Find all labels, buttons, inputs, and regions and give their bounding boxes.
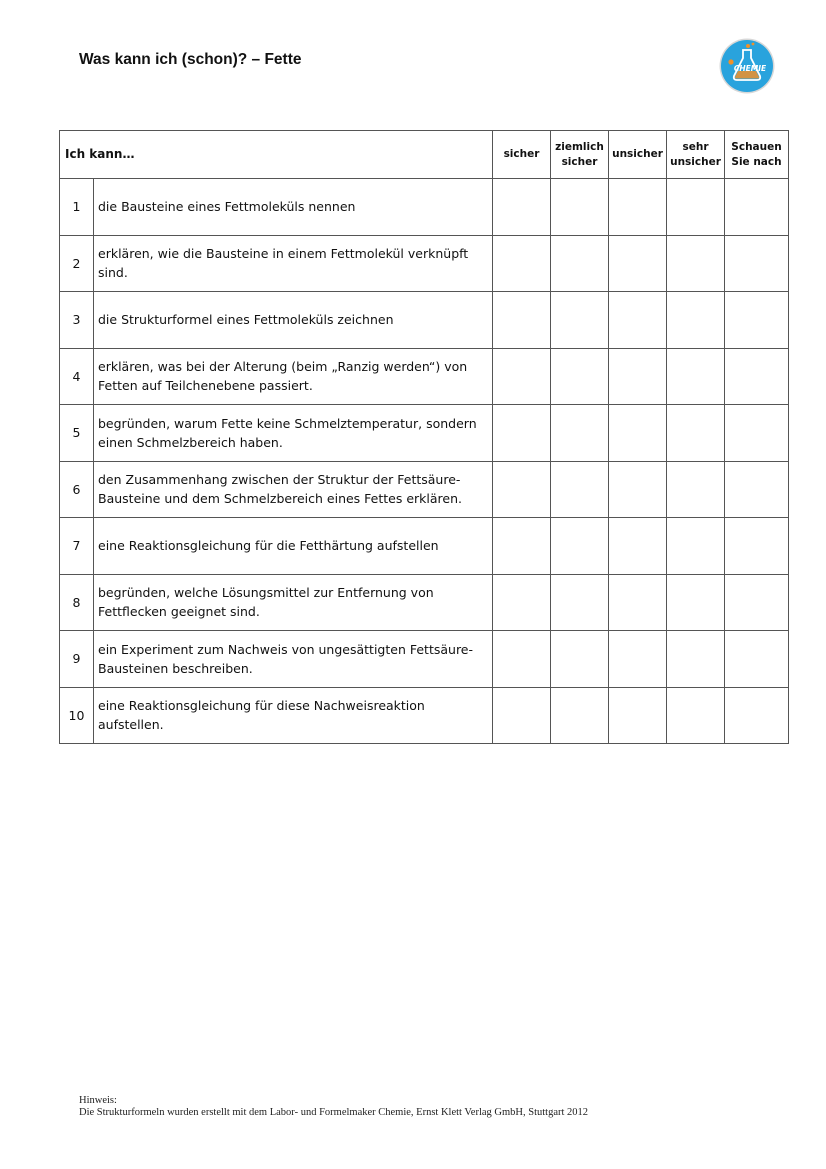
table-body: [60, 179, 789, 744]
rating-cell-ziemlich-sicher[interactable]: [551, 348, 609, 405]
row-statement: erklären, wie die Bausteine in einem Fettmolekül verknüpft sind.: [94, 235, 493, 292]
rating-cell-unsicher[interactable]: [609, 461, 667, 518]
column-header-unsicher: [609, 131, 667, 179]
column-header-line: unsicher: [612, 148, 663, 160]
rating-cell-schauen-sie-nach[interactable]: [725, 518, 789, 575]
table-row: [60, 405, 789, 462]
rating-cell-sehr-unsicher[interactable]: [667, 574, 725, 631]
table-row: [60, 348, 789, 405]
rating-cell-sehr-unsicher[interactable]: [667, 348, 725, 405]
footnote-label: Hinweis:: [79, 1095, 117, 1106]
rating-cell-ziemlich-sicher[interactable]: [551, 574, 609, 631]
rating-cell-sehr-unsicher[interactable]: [667, 235, 725, 292]
table-row: [60, 574, 789, 631]
rating-cell-ziemlich-sicher[interactable]: [551, 631, 609, 688]
table-row: [60, 292, 789, 349]
rating-cell-schauen-sie-nach[interactable]: [725, 631, 789, 688]
rating-cell-sicher[interactable]: [493, 574, 551, 631]
row-statement: eine Reaktionsgleichung für diese Nachweisreaktion aufstellen.: [94, 687, 493, 744]
rating-cell-unsicher[interactable]: [609, 348, 667, 405]
row-number: 8: [60, 574, 94, 631]
column-header-line: sicher: [561, 155, 598, 168]
row-statement: die Bausteine eines Fettmoleküls nennen: [94, 179, 493, 236]
rating-cell-sicher[interactable]: [493, 235, 551, 292]
rating-cell-unsicher[interactable]: [609, 687, 667, 744]
rating-cell-schauen-sie-nach[interactable]: [725, 235, 789, 292]
row-number: 3: [60, 292, 94, 349]
column-header-line: unsicher: [670, 155, 721, 168]
rating-cell-schauen-sie-nach[interactable]: [725, 292, 789, 349]
column-header-line: ziemlich: [555, 140, 604, 153]
table-row: [60, 687, 789, 744]
rating-cell-sehr-unsicher[interactable]: [667, 405, 725, 462]
rating-cell-unsicher[interactable]: [609, 292, 667, 349]
table-row: [60, 179, 789, 236]
rating-cell-sehr-unsicher[interactable]: [667, 292, 725, 349]
table-row: [60, 518, 789, 575]
table-row: [60, 461, 789, 518]
rating-cell-sicher[interactable]: [493, 405, 551, 462]
rating-cell-ziemlich-sicher[interactable]: [551, 405, 609, 462]
row-number: 6: [60, 461, 94, 518]
rating-cell-sicher[interactable]: [493, 348, 551, 405]
row-number: 1: [60, 179, 94, 236]
footnote: [79, 1095, 588, 1119]
rating-cell-sehr-unsicher[interactable]: [667, 631, 725, 688]
row-statement: den Zusammenhang zwischen der Struktur der Fettsäure-Bausteine und dem Schmelzbereich eines Fettes erklären.: [94, 461, 493, 518]
row-statement: die Strukturformel eines Fettmoleküls zeichnen: [94, 292, 493, 349]
table-header-row: [60, 131, 789, 179]
rating-cell-schauen-sie-nach[interactable]: [725, 687, 789, 744]
rating-cell-unsicher[interactable]: [609, 235, 667, 292]
footnote-text: Die Strukturformeln wurden erstellt mit dem Labor- und Formelmaker Chemie, Ernst Klett Verlag GmbH, Stuttgart 2012: [79, 1107, 589, 1118]
row-number: 9: [60, 631, 94, 688]
column-header-sicher: [493, 131, 551, 179]
row-number: 7: [60, 518, 94, 575]
rating-cell-sicher[interactable]: [493, 292, 551, 349]
rating-cell-unsicher[interactable]: [609, 179, 667, 236]
column-header-line: Schauen: [731, 140, 782, 153]
table-row: [60, 631, 789, 688]
page-title: Was kann ich (schon)? – Fette: [79, 51, 302, 68]
rating-cell-sicher[interactable]: [493, 687, 551, 744]
row-statement: erklären, was bei der Alterung (beim „Ranzig werden“) von Fetten auf Teilchenebene passiert.: [94, 348, 493, 405]
rating-cell-ziemlich-sicher[interactable]: [551, 235, 609, 292]
chemie-logo: [719, 38, 775, 94]
rating-cell-unsicher[interactable]: [609, 631, 667, 688]
rating-cell-sehr-unsicher[interactable]: [667, 518, 725, 575]
rating-cell-unsicher[interactable]: [609, 405, 667, 462]
row-statement: ein Experiment zum Nachweis von ungesättigten Fettsäure-Bausteinen beschreiben.: [94, 631, 493, 688]
table-row: [60, 235, 789, 292]
rating-cell-schauen-sie-nach[interactable]: [725, 574, 789, 631]
rating-cell-sehr-unsicher[interactable]: [667, 461, 725, 518]
row-number: 5: [60, 405, 94, 462]
rating-cell-sehr-unsicher[interactable]: [667, 179, 725, 236]
row-statement: begründen, warum Fette keine Schmelztemperatur, sondern einen Schmelzbereich haben.: [94, 405, 493, 462]
rating-cell-ziemlich-sicher[interactable]: [551, 292, 609, 349]
rating-cell-schauen-sie-nach[interactable]: [725, 348, 789, 405]
ich-kann-header: Ich kann…: [60, 131, 493, 179]
rating-cell-sicher[interactable]: [493, 461, 551, 518]
rating-cell-sicher[interactable]: [493, 518, 551, 575]
row-statement: eine Reaktionsgleichung für die Fetthärtung aufstellen: [94, 518, 493, 575]
column-header-schauen-sie-nach: [725, 131, 789, 179]
rating-cell-schauen-sie-nach[interactable]: [725, 461, 789, 518]
row-statement: begründen, welche Lösungsmittel zur Entfernung von Fettflecken geeignet sind.: [94, 574, 493, 631]
rating-cell-sicher[interactable]: [493, 179, 551, 236]
self-assessment-table: [59, 130, 789, 744]
row-number: 10: [60, 687, 94, 744]
rating-cell-ziemlich-sicher[interactable]: [551, 461, 609, 518]
logo-text: CHEMIE: [733, 64, 767, 73]
rating-cell-ziemlich-sicher[interactable]: [551, 179, 609, 236]
row-number: 2: [60, 235, 94, 292]
column-header-ziemlich-sicher: [551, 131, 609, 179]
row-number: 4: [60, 348, 94, 405]
rating-cell-sicher[interactable]: [493, 631, 551, 688]
column-header-line: sehr: [682, 140, 709, 153]
rating-cell-unsicher[interactable]: [609, 574, 667, 631]
rating-cell-schauen-sie-nach[interactable]: [725, 405, 789, 462]
rating-cell-sehr-unsicher[interactable]: [667, 687, 725, 744]
column-header-sehr-unsicher: [667, 131, 725, 179]
rating-cell-ziemlich-sicher[interactable]: [551, 687, 609, 744]
column-header-line: sicher: [503, 148, 540, 160]
rating-cell-unsicher[interactable]: [609, 518, 667, 575]
rating-cell-ziemlich-sicher[interactable]: [551, 518, 609, 575]
rating-cell-schauen-sie-nach[interactable]: [725, 179, 789, 236]
column-header-line: Sie nach: [731, 155, 782, 168]
